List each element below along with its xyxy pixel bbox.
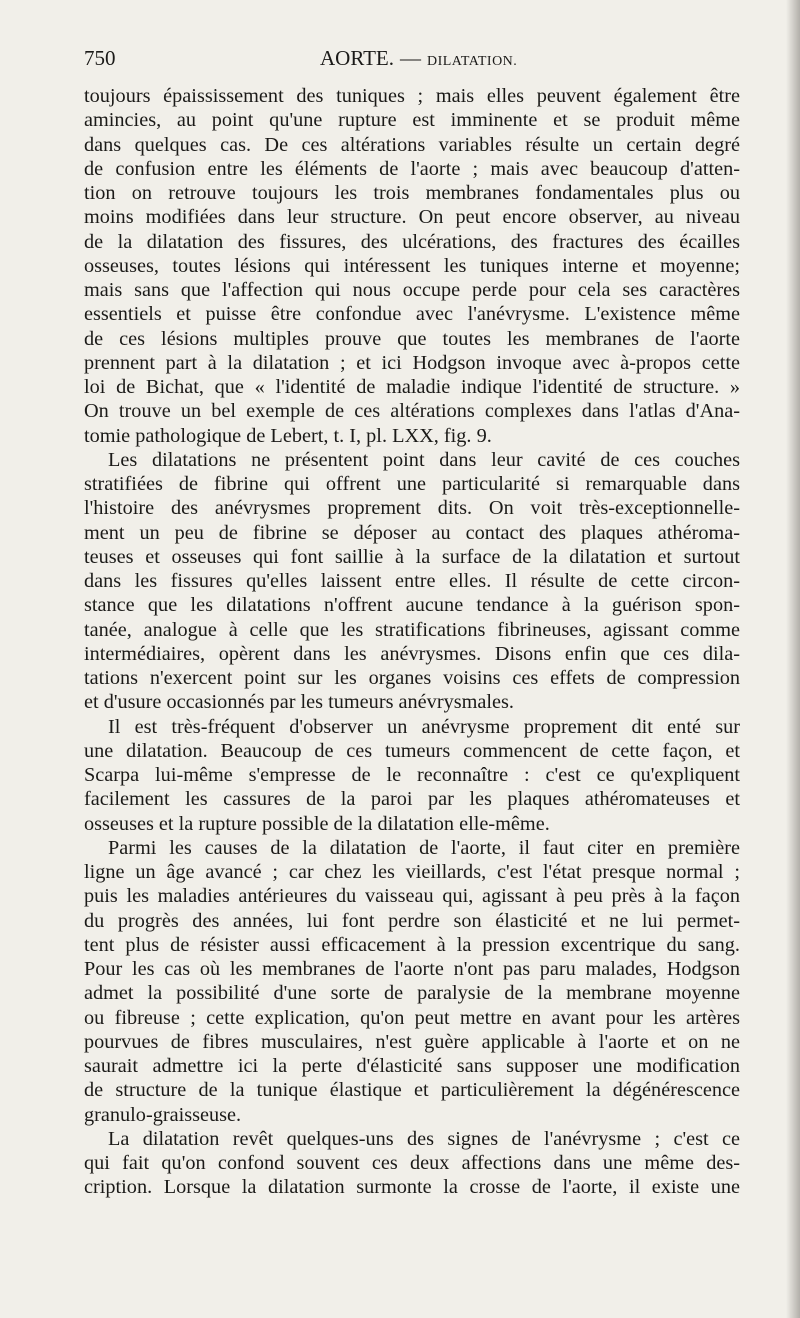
text-line: tomie pathologique de Lebert, t. I, pl. LXX, fig. 9. <box>84 424 492 447</box>
text-line: Il est très-fréquent d'observer un anévrysme proprement dit enté sur <box>108 715 740 738</box>
running-title-sub: DILATATION. <box>426 54 518 69</box>
text-line: teuses et osseuses qui font saillie à la surface de la dilatation et surtout <box>84 545 740 568</box>
text-line: Parmi les causes de la dilatation de l'aorte, il faut citer en première <box>108 836 740 859</box>
text-line: puis les maladies antérieures du vaisseau qui, agissant à peu près à la façon <box>84 885 740 908</box>
text-line: amincies, au point qu'une rupture est imminente et se produit même <box>84 109 740 132</box>
text-line: saurait admettre ici la perte d'élasticité sans supposer une modification <box>84 1055 740 1077</box>
text-line: ment un peu de fibrine se déposer au contact des plaques athéroma- <box>84 521 740 544</box>
text-line: On trouve un bel exemple de ces altérations complexes dans l'atlas d'Ana- <box>84 400 740 423</box>
text-line: admet la possibilité d'une sorte de paralysie de la membrane moyenne <box>84 982 740 1005</box>
text-line: Les dilatations ne présentent point dans leur cavité de ces couches <box>108 448 740 471</box>
text-line: de structure de la tunique élastique et particulièrement la dégénérescence <box>84 1079 740 1102</box>
text-line: mais sans que l'affection qui nous occupe perde pour cela ses caractères <box>84 279 740 301</box>
text-line: qui fait qu'on confond souvent ces deux affections dans une même des- <box>84 1152 740 1174</box>
text-line: loi de Bichat, que « l'identité de maladie indique l'identité de structure. » <box>84 376 740 398</box>
page-number: 750 <box>84 46 116 70</box>
text-line: granulo-graisseuse. <box>84 1103 242 1126</box>
text-line: une dilatation. Beaucoup de ces tumeurs commencent de cette façon, et <box>84 739 740 762</box>
text-line: cription. Lorsque la dilatation surmonte la crosse de l'aorte, il existe une <box>84 1176 740 1199</box>
text-line: pourvues de fibres musculaires, n'est guère applicable à l'aorte et on ne <box>84 1030 740 1053</box>
text-line: tanée, analogue à celle que les stratifications fibrineuses, agissant comme <box>84 618 740 641</box>
text-line: prennent part à la dilatation ; et ici Hodgson invoque avec à-propos cette <box>84 351 740 374</box>
text-line: essentiels et puisse être confondue avec l'anévrysme. L'existence même <box>84 303 740 326</box>
text-line: de confusion entre les éléments de l'aorte ; mais avec beaucoup d'atten- <box>84 157 740 180</box>
text-line: facilement les cassures de la paroi par les plaques athéromateuses et <box>84 788 740 811</box>
text-line: tent plus de résister aussi efficacement à la pression excentrique du sang. <box>84 933 740 956</box>
running-title-main: AORTE. <box>320 46 394 70</box>
text-line: La dilatation revêt quelques-uns des signes de l'anévrysme ; c'est ce <box>108 1127 740 1150</box>
text-line: moins modifiées dans leur structure. On peut encore observer, au niveau <box>84 206 740 229</box>
text-line: et d'usure occasionnés par les tumeurs anévrysmales. <box>84 691 514 714</box>
text-line: osseuses, toutes lésions qui intéressent les tuniques interne et moyenne; <box>84 254 740 277</box>
text-line: de la dilatation des fissures, des ulcérations, des fractures des écailles <box>84 230 740 253</box>
body-text <box>84 84 740 1200</box>
text-line: tations n'exercent point sur les organes voisins ces effets de compression <box>84 667 740 689</box>
text-line: l'histoire des anévrysmes proprement dits. On voit très-exceptionnelle- <box>84 497 740 520</box>
text-line: toujours épaississement des tuniques ; mais elles peuvent également être <box>84 85 740 107</box>
text-line: osseuses et la rupture possible de la dilatation elle-même. <box>84 812 550 835</box>
text-line: stratifiées de fibrine qui offrent une particularité si remarquable dans <box>84 473 740 495</box>
text-line: ou fibreuse ; cette explication, qu'on peut mettre en avant pour les artères <box>84 1006 740 1029</box>
page-edge-shadow <box>786 0 800 1318</box>
text-line: stance que les dilatations n'offrent aucune tendance à la guérison spon- <box>84 594 740 617</box>
text-line: Scarpa lui-même s'empresse de le reconnaître : c'est ce qu'expliquent <box>84 764 740 786</box>
text-line: Pour les cas où les membranes de l'aorte n'ont pas paru malades, Hodgson <box>84 958 740 980</box>
text-line: tion on retrouve toujours les trois membranes fondamentales plus ou <box>84 182 740 204</box>
text-line: intermédiaires, opèrent dans les anévrysmes. Disons enfin que ces dila- <box>84 642 740 665</box>
text-line: dans quelques cas. De ces altérations variables résulte un certain degré <box>84 133 740 156</box>
running-title-dash: — <box>399 46 421 70</box>
text-line: du progrès des années, lui font perdre son élasticité et ne lui permet- <box>84 909 740 932</box>
running-title <box>320 46 517 71</box>
page-header <box>84 46 740 76</box>
text-line: de ces lésions multiples prouve que toutes les membranes de l'aorte <box>84 327 740 350</box>
text-line: dans les fissures qu'elles laissent entre elles. Il résulte de cette circon- <box>84 570 740 592</box>
text-line: ligne un âge avancé ; car chez les vieillards, c'est l'état presque normal ; <box>84 861 740 883</box>
